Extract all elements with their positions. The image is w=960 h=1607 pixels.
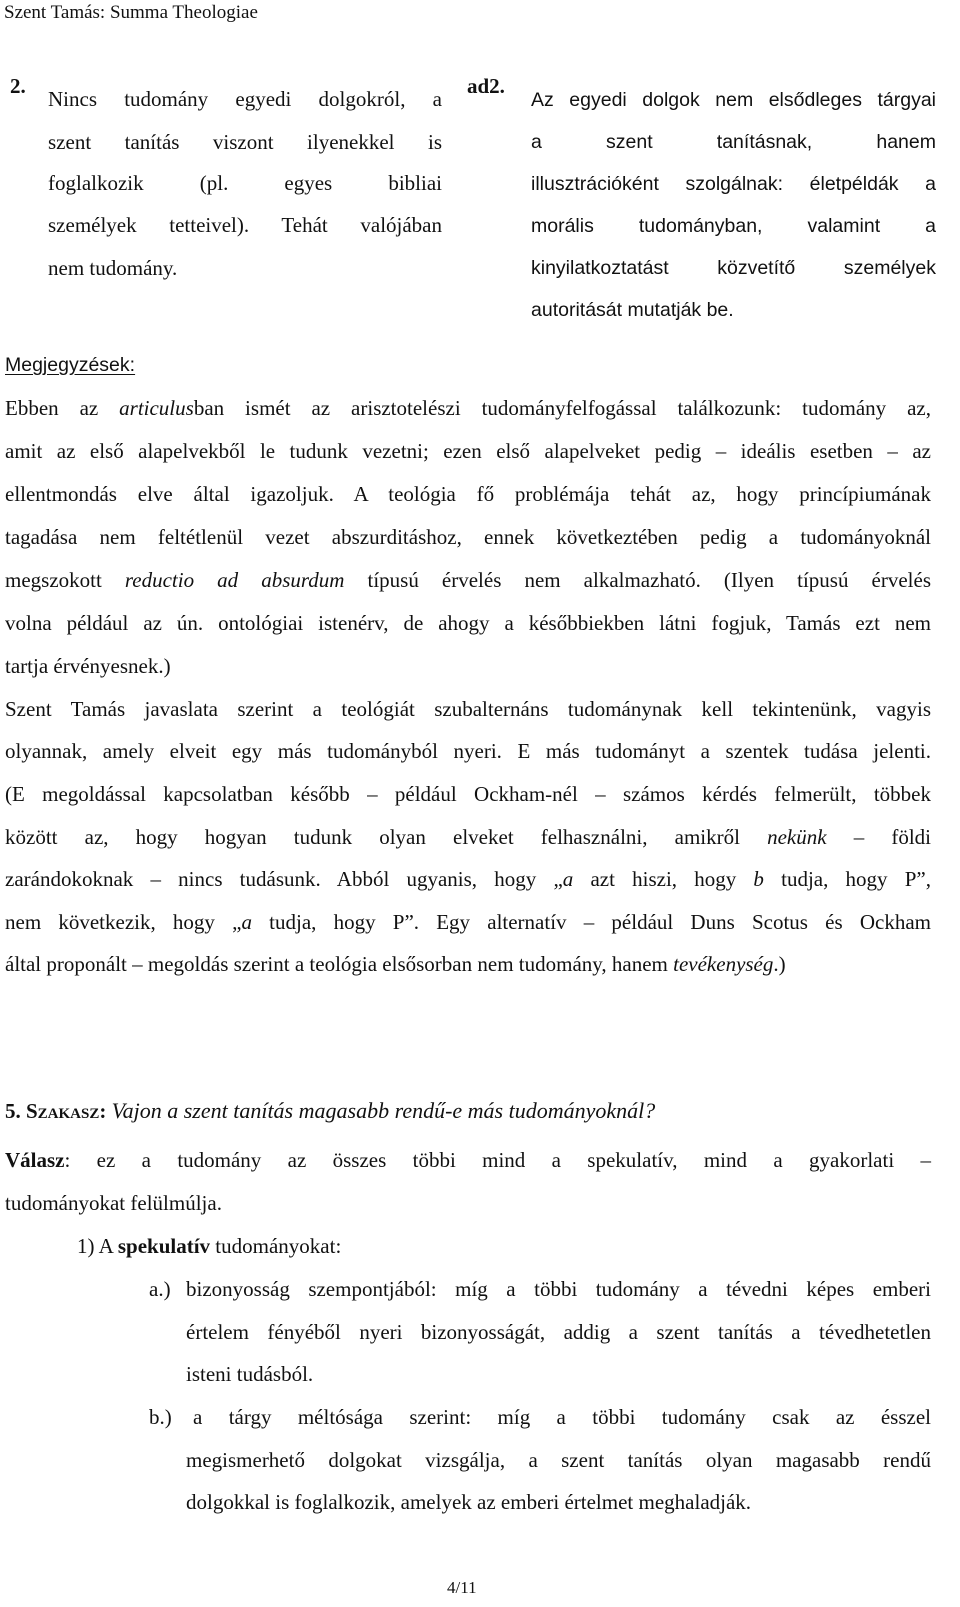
section-label: Szakasz: xyxy=(26,1099,107,1123)
text-run: tudja, hogy P”. Egy alternatív – például Duns Scotus és Ockham xyxy=(251,910,932,934)
answer-line xyxy=(5,1150,931,1171)
text-run: Ebben az xyxy=(5,396,120,420)
text-run: tudja, hogy P”, xyxy=(763,867,931,891)
notes-line xyxy=(5,869,931,890)
subitem-a-line: értelem fényéből nyeri bizonyosságát, addig a szent tanítás a tévedhetetlen xyxy=(186,1320,931,1344)
page-number: 4/11 xyxy=(447,1578,477,1597)
italic-run: a xyxy=(241,910,252,934)
notes-line xyxy=(5,398,931,419)
text-run: típusú érvelés nem alkalmazható. (Ilyen típusú érvelés xyxy=(344,568,931,592)
notes-line xyxy=(5,570,931,591)
answer-label: Válasz xyxy=(5,1148,65,1172)
text-run: nem következik, hogy „ xyxy=(5,910,242,934)
subitem-a-label: a.) xyxy=(149,1277,171,1301)
text-run: azt hiszi, hogy xyxy=(573,867,754,891)
objection-number: 2. xyxy=(10,74,26,98)
subitem-a-line: isteni tudásból. xyxy=(186,1362,314,1386)
text-run: által proponált – megoldás szerint a teológia elsősorban nem tudomány, hanem xyxy=(5,952,674,976)
reply-line: kinyilatkoztatást közvetítő személyek xyxy=(531,257,936,279)
subitem-a-line: bizonyosság szempontjából: míg a többi tudomány a tévedni képes emberi xyxy=(186,1277,931,1301)
notes-line: Szent Tamás javaslata szerint a teológiát szubalternáns tudománynak kell tekintenünk, vagyis xyxy=(5,697,931,721)
subitem-b-label: b.) xyxy=(149,1405,172,1429)
notes-line: tartja érvényesnek.) xyxy=(5,654,171,678)
list-item-speculative xyxy=(77,1236,341,1257)
subitem-b-line: a tárgy méltósága szerint: míg a többi tudomány csak az ésszel xyxy=(193,1405,931,1429)
section-number: 5. xyxy=(5,1099,21,1123)
notes-line: ellentmondás elve által igazoljuk. A teológia fő problémája tehát az, hogy princípiumának xyxy=(5,482,931,506)
text-run: .) xyxy=(773,952,786,976)
reply-label: ad2. xyxy=(467,74,505,98)
text-run: ban ismét az arisztotelészi tudományfelfogással találkozunk: tudomány az, xyxy=(193,396,931,420)
italic-run: b xyxy=(753,867,764,891)
objection-line: Nincs tudomány egyedi dolgokról, a xyxy=(48,87,442,111)
objection-line: nem tudomány. xyxy=(48,256,178,280)
italic-run: tevékenység xyxy=(673,952,774,976)
subitem-b-line: dolgokkal is foglalkozik, amelyek az emberi értelmet meghaladják. xyxy=(186,1490,752,1514)
reply-line: illusztrációként szolgálnak: életpéldák a xyxy=(531,173,936,195)
italic-run: reductio ad absurdum xyxy=(124,568,345,592)
bold-run: spekulatív xyxy=(117,1234,211,1258)
objection-line: szent tanítás viszont ilyenekkel is xyxy=(48,130,442,154)
italic-run: nekünk xyxy=(767,825,827,849)
section-question: Vajon a szent tanítás magasabb rendű-e más tudományoknál? xyxy=(111,1098,656,1123)
reply-line: autoritását mutatják be. xyxy=(531,299,734,321)
text-run: – földi xyxy=(826,825,932,849)
running-header: Szent Tamás: Summa Theologiae xyxy=(4,2,258,23)
text-run: : ez a tudomány az összes többi mind a spekulatív, mind a gyakorlati – xyxy=(64,1148,931,1172)
notes-line xyxy=(5,954,786,975)
notes-line: tagadása nem feltétlenül vezet abszurditáshoz, ennek következtében pedig a tudományoknál xyxy=(5,525,931,549)
notes-line: olyannak, amely elveit egy más tudományból nyeri. E más tudományt a szentek tudása jelenti. xyxy=(5,739,931,763)
notes-line: (E megoldással kapcsolatban később – például Ockham-nél – számos kérdés felmerült, többek xyxy=(5,782,931,806)
reply-line: morális tudományban, valamint a xyxy=(531,215,936,237)
reply-line: a szent tanításnak, hanem xyxy=(531,131,936,153)
italic-run: articulus xyxy=(119,396,194,420)
text-run: zarándokoknak – nincs tudásunk. Abból ugyanis, hogy „ xyxy=(5,867,563,891)
notes-line: amit az első alapelvekből le tudunk vezetni; ezen első alapelveket pedig – ideális esetben – az xyxy=(5,439,931,463)
notes-heading: Megjegyzések: xyxy=(5,354,136,376)
reply-line: Az egyedi dolgok nem elsődleges tárgyai xyxy=(531,89,936,111)
objection-line: személyek tetteivel). Tehát valójában xyxy=(48,213,442,237)
subitem-b-line: megismerhető dolgokat vizsgálja, a szent tanítás olyan magasabb rendű xyxy=(186,1448,931,1472)
text-run: megszokott xyxy=(5,568,125,592)
text-run: 1) A xyxy=(77,1234,118,1258)
objection-line: foglalkozik (pl. egyes bibliai xyxy=(48,171,442,195)
notes-line: volna például az ún. ontológiai istenérv, de ahogy a későbbiekben látni fogjuk, Tamás ezt nem xyxy=(5,611,931,635)
italic-run: a xyxy=(562,867,574,891)
notes-line xyxy=(5,827,931,848)
text-run: tudományokat: xyxy=(210,1234,342,1258)
section-heading xyxy=(5,1100,655,1122)
notes-line xyxy=(5,912,931,933)
answer-line: tudományokat felülmúlja. xyxy=(5,1191,222,1215)
text-run: között az, hogy hogyan tudunk olyan elveket felhasználni, amikről xyxy=(5,825,768,849)
